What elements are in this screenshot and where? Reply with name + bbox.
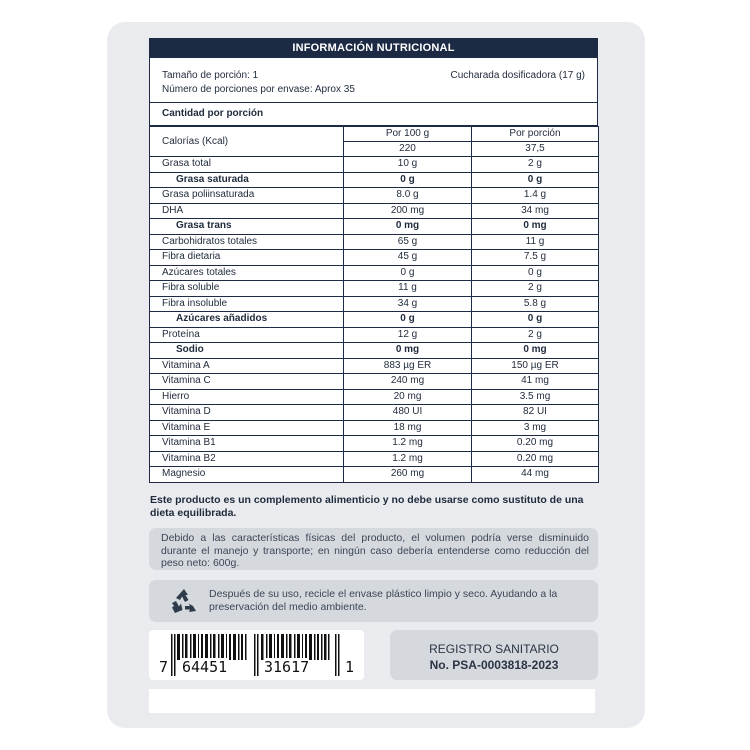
nutrient-name: Carbohidratos totales <box>150 234 344 250</box>
blank-field <box>149 689 595 713</box>
nutrient-row <box>150 451 599 467</box>
perserv-header: Por porción <box>472 127 599 142</box>
nutrient-perserv: 7.5 g <box>472 250 599 266</box>
nutrient-row <box>150 172 599 188</box>
nutrient-row <box>150 219 599 235</box>
nutrient-name: Vitamina A <box>150 358 344 374</box>
barcode-digit-first: 7 <box>159 658 169 676</box>
nutrient-name: Fibra dietaria <box>150 250 344 266</box>
nutrient-per100: 0 mg <box>344 343 472 359</box>
nutrient-name: Vitamina D <box>150 405 344 421</box>
serving-info <box>149 58 598 103</box>
registro-title: REGISTRO SANITARIO <box>429 642 559 656</box>
nutrient-name: Azúcares totales <box>150 265 344 281</box>
servings-per-container: Número de porciones por envase: Aprox 35 <box>162 84 355 95</box>
nutrient-row <box>150 327 599 343</box>
nutrient-name: Fibra insoluble <box>150 296 344 312</box>
nutrient-perserv: 34 mg <box>472 203 599 219</box>
nutrient-row <box>150 358 599 374</box>
nutrient-row <box>150 157 599 173</box>
nutrient-per100: 0 g <box>344 172 472 188</box>
nutrient-name: Vitamina C <box>150 374 344 390</box>
nutrient-per100: 34 g <box>344 296 472 312</box>
nutrient-per100: 0 g <box>344 265 472 281</box>
barcode <box>149 630 364 680</box>
nutrient-row <box>150 281 599 297</box>
nutrient-per100: 480 UI <box>344 405 472 421</box>
nutrient-row <box>150 234 599 250</box>
nutrient-perserv: 2 g <box>472 157 599 173</box>
nutrient-name: Fibra soluble <box>150 281 344 297</box>
volume-note-box <box>149 528 598 570</box>
nutrient-perserv: 0.20 mg <box>472 451 599 467</box>
nutrient-perserv: 3 mg <box>472 420 599 436</box>
nutrient-perserv: 44 mg <box>472 467 599 483</box>
nutrient-row <box>150 296 599 312</box>
nutrient-perserv: 0 g <box>472 312 599 328</box>
nutrient-perserv: 2 g <box>472 281 599 297</box>
nutrient-perserv: 0 mg <box>472 219 599 235</box>
nutrient-name: Magnesio <box>150 467 344 483</box>
calories-per100: 220 <box>344 142 472 157</box>
registro-number: No. PSA-0003818-2023 <box>429 658 559 672</box>
nutrient-row <box>150 467 599 483</box>
calories-label: Calorías (Kcal) <box>150 127 344 157</box>
recycle-box <box>149 580 598 622</box>
recycle-icon <box>169 586 199 616</box>
nutrient-perserv: 150 µg ER <box>472 358 599 374</box>
nutrient-row <box>150 312 599 328</box>
nutrient-row <box>150 436 599 452</box>
registro-sanitario <box>390 630 598 680</box>
barcode-group-2: 31617 <box>264 658 310 676</box>
nutrient-per100: 10 g <box>344 157 472 173</box>
barcode-group-1: 64451 <box>182 658 228 676</box>
barcode-digit-last: 1 <box>345 658 355 676</box>
nutrient-row <box>150 203 599 219</box>
calories-header-row <box>150 127 599 142</box>
volume-note: Debido a las características físicas del producto, el volumen podría verse disminuido durante el manejo y transporte; en ningún caso debería entenderse como reducción del peso neto: 600g. <box>161 532 589 569</box>
nutrient-perserv: 41 mg <box>472 374 599 390</box>
nutrient-name: Grasa total <box>150 157 344 173</box>
nutrient-row <box>150 389 599 405</box>
nutrient-perserv: 82 UI <box>472 405 599 421</box>
nutrient-per100: 65 g <box>344 234 472 250</box>
nutrient-per100: 20 mg <box>344 389 472 405</box>
nutrient-row <box>150 188 599 204</box>
calories-perserv: 37,5 <box>472 142 599 157</box>
nutrient-perserv: 0 g <box>472 265 599 281</box>
nutrient-name: Grasa trans <box>150 219 344 235</box>
per100-header: Por 100 g <box>344 127 472 142</box>
nutrient-perserv: 3.5 mg <box>472 389 599 405</box>
recycle-note: Después de su uso, recicle el envase plástico limpio y seco. Ayudando a la preservación del medio ambiente. <box>209 588 558 613</box>
nutrient-per100: 200 mg <box>344 203 472 219</box>
nutrient-name: Proteína <box>150 327 344 343</box>
nutrient-per100: 0 mg <box>344 219 472 235</box>
nutrient-row <box>150 250 599 266</box>
nutrition-table <box>149 126 599 483</box>
amount-per-serving: Cantidad por porción <box>149 103 598 126</box>
nutrient-name: Hierro <box>150 389 344 405</box>
nutrient-name: Azúcares añadidos <box>150 312 344 328</box>
nutrient-perserv: 5.8 g <box>472 296 599 312</box>
nutrient-name: Vitamina B1 <box>150 436 344 452</box>
nutrition-label <box>149 38 598 483</box>
nutrition-title: INFORMACIÓN NUTRICIONAL <box>149 38 598 58</box>
nutrient-per100: 11 g <box>344 281 472 297</box>
nutrient-per100: 260 mg <box>344 467 472 483</box>
nutrient-per100: 12 g <box>344 327 472 343</box>
nutrient-name: DHA <box>150 203 344 219</box>
nutrient-row <box>150 420 599 436</box>
nutrient-per100: 883 µg ER <box>344 358 472 374</box>
nutrient-name: Grasa poliinsaturada <box>150 188 344 204</box>
nutrient-per100: 18 mg <box>344 420 472 436</box>
nutrient-perserv: 2 g <box>472 327 599 343</box>
nutrient-per100: 1.2 mg <box>344 436 472 452</box>
nutrient-name: Vitamina E <box>150 420 344 436</box>
nutrient-perserv: 0 mg <box>472 343 599 359</box>
nutrient-row <box>150 405 599 421</box>
nutrient-per100: 1.2 mg <box>344 451 472 467</box>
nutrient-per100: 0 g <box>344 312 472 328</box>
nutrient-per100: 240 mg <box>344 374 472 390</box>
nutrient-per100: 8.0 g <box>344 188 472 204</box>
nutrient-perserv: 0.20 mg <box>472 436 599 452</box>
serving-size: Tamaño de porción: 1 <box>162 70 259 81</box>
disclaimer: Este producto es un complemento alimenticio y no debe usarse como sustituto de una dieta equilibrada. <box>150 494 584 519</box>
nutrient-perserv: 1.4 g <box>472 188 599 204</box>
nutrient-name: Vitamina B2 <box>150 451 344 467</box>
serving-unit: Cucharada dosificadora (17 g) <box>450 70 585 81</box>
nutrient-name: Sodio <box>150 343 344 359</box>
nutrient-name: Grasa saturada <box>150 172 344 188</box>
nutrient-row <box>150 343 599 359</box>
nutrient-row <box>150 374 599 390</box>
nutrient-perserv: 0 g <box>472 172 599 188</box>
nutrient-per100: 45 g <box>344 250 472 266</box>
nutrient-row <box>150 265 599 281</box>
nutrient-perserv: 11 g <box>472 234 599 250</box>
